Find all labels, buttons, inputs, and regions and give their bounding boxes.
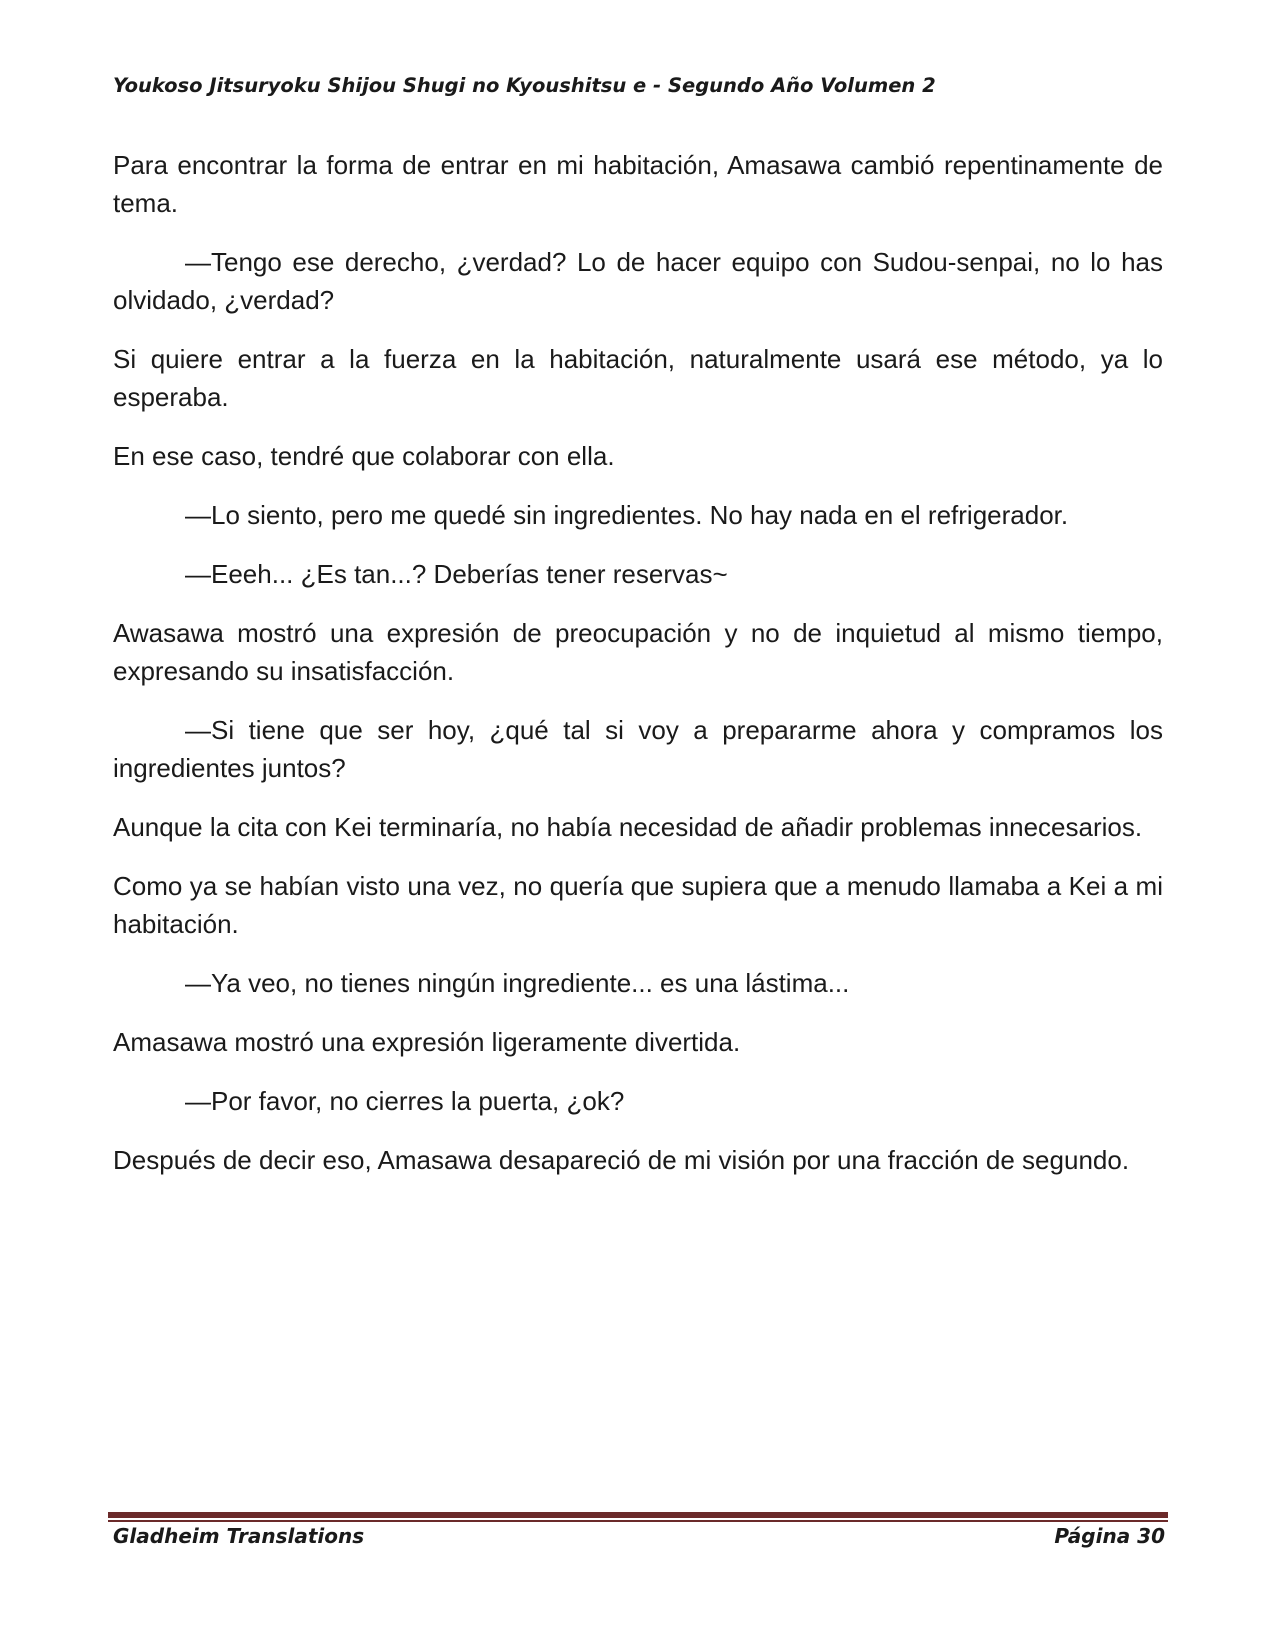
paragraph-4: En ese caso, tendré que colaborar con ella. [113,441,615,471]
paragraph-12: Amasawa mostró una expresión ligeramente divertida. [113,1027,741,1057]
page-body [113,146,1163,1200]
paragraph-7: Awasawa mostró una expresión de preocupación y no de inquietud al mismo tiempo, expresando su insatisfacción. [113,618,1163,686]
paragraph-1: Para encontrar la forma de entrar en mi habitación, Amasawa cambió repentinamente de tema. [113,150,1163,218]
footer-publisher: Gladheim Translations [113,1524,365,1548]
paragraph-13: —Por favor, no cierres la puerta, ¿ok? [185,1086,625,1116]
running-header: Youkoso Jitsuryoku Shijou Shugi no Kyoushitsu e - Segundo Año Volumen 2 [113,74,936,97]
paragraph-14: Después de decir eso, Amasawa desapareció de mi visión por una fracción de segundo. [113,1145,1130,1175]
paragraph-6: —Eeeh... ¿Es tan...? Deberías tener reservas~ [185,559,728,589]
paragraph-2: —Tengo ese derecho, ¿verdad? Lo de hacer equipo con Sudou-senpai, no lo has olvidado, ¿verdad? [113,247,1163,315]
footer-rule-thick [108,1512,1168,1518]
paragraph-10: Como ya se habían visto una vez, no quería que supiera que a menudo llamaba a Kei a mi habitación. [113,871,1163,939]
footer-page-number: Página 30 [1054,1524,1165,1548]
paragraph-5: —Lo siento, pero me quedé sin ingredientes. No hay nada en el refrigerador. [185,500,1069,530]
paragraph-3: Si quiere entrar a la fuerza en la habitación, naturalmente usará ese método, ya lo esperaba. [113,344,1163,412]
paragraph-8: —Si tiene que ser hoy, ¿qué tal si voy a prepararme ahora y compramos los ingredientes juntos? [113,715,1163,783]
paragraph-11: —Ya veo, no tienes ningún ingrediente... es una lástima... [185,968,850,998]
footer-rule-thin [108,1520,1168,1522]
paragraph-9: Aunque la cita con Kei terminaría, no había necesidad de añadir problemas innecesarios. [113,812,1143,842]
